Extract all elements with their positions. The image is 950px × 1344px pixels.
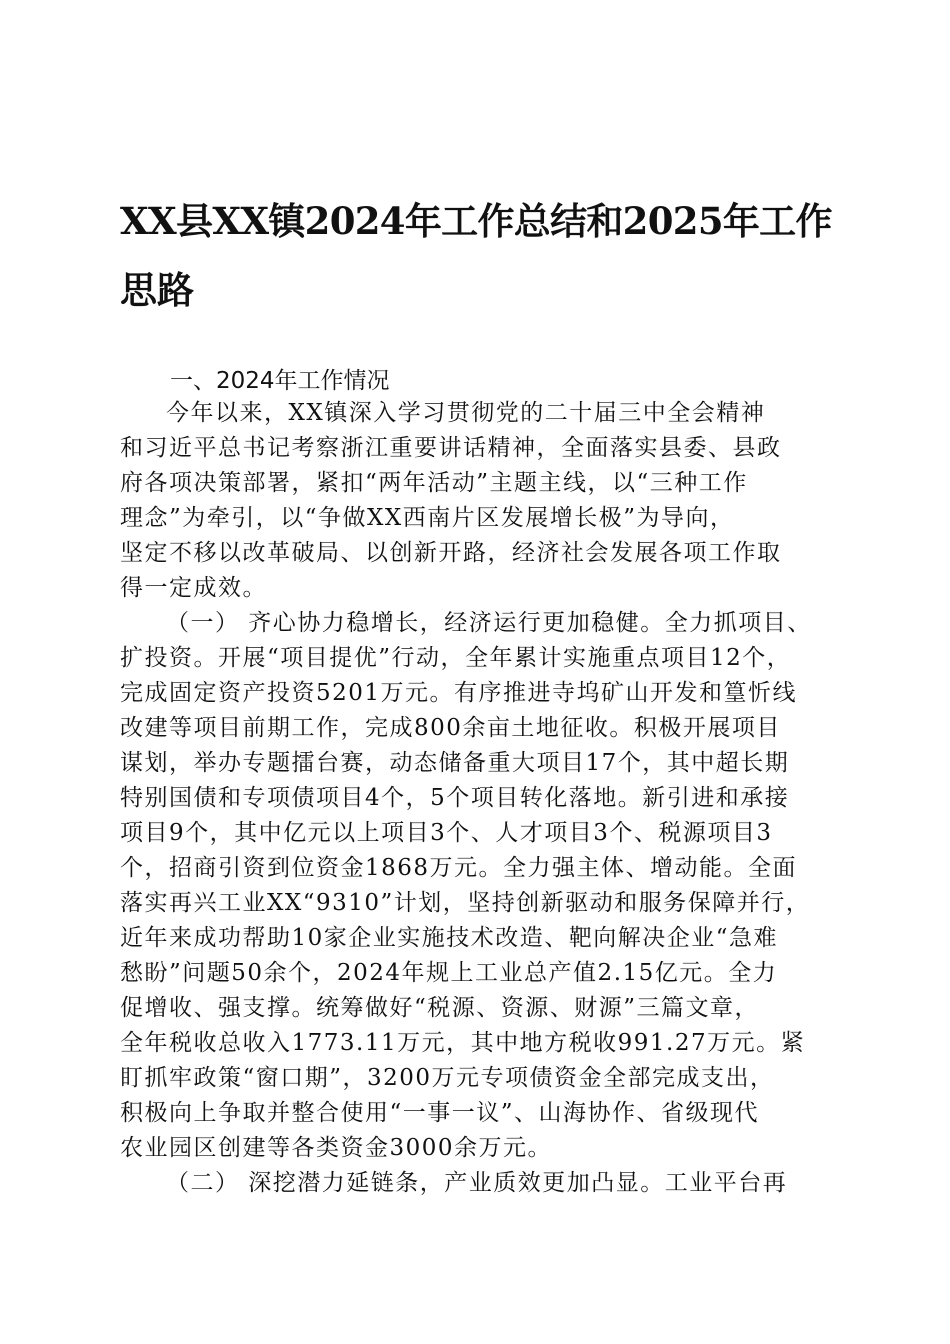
paragraph-line: 近年来成功帮助10家企业实施技术改造、靶向解决企业“急难 [120,925,779,951]
paragraph-line: 盯抓牢政策“窗口期”，3200万元专项债资金全部完成支出， [120,1065,775,1091]
paragraph-line: 落实再兴工业XX“9310”计划，坚持创新驱动和服务保障并行， [120,890,811,916]
section-heading: 一、2024年工作情况 [170,368,390,394]
paragraph-line: 特别国债和专项债项目4个，5个项目转化落地。新引进和承接 [120,785,790,811]
paragraph-line: 理念”为牵引，以“争做XX西南片区发展增长极”为导向， [120,505,735,531]
paragraph-line: 积极向上争取并整合使用“一事一议”、山海协作、省级现代 [120,1100,760,1126]
paragraph-line: 坚定不移以改革破局、以创新开路，经济社会发展各项工作取 [120,540,782,566]
paragraph-line: 促增收、强支撑。统筹做好“税源、资源、财源”三篇文章， [120,995,760,1021]
paragraph-line: 愁盼”问题50余个，2024年规上工业总产值2.15亿元。全力 [120,960,778,986]
paragraph-line: 府各项决策部署，紧扣“两年活动”主题主线，以“三种工作 [120,470,748,496]
paragraph-line: 今年以来，XX镇深入学习贯彻党的二十届三中全会精神 [166,400,766,426]
paragraph-line: （二） 深挖潜力延链条，产业质效更加凸显。工业平台再 [166,1170,788,1196]
paragraph-line: 得一定成效。 [120,575,267,601]
paragraph-line: 个，招商引资到位资金1868万元。全力强主体、增动能。全面 [120,855,798,881]
paragraph-line: 改建等项目前期工作，完成800余亩土地征收。积极开展项目 [120,715,781,741]
paragraph-line: 全年税收总收入1773.11万元，其中地方税收991.27万元。紧 [120,1030,806,1056]
paragraph-line: 和习近平总书记考察浙江重要讲话精神，全面落实县委、县政 [120,435,782,461]
paragraph-line: 农业园区创建等各类资金3000余万元。 [120,1135,553,1161]
paragraph-line: 扩投资。开展“项目提优”行动，全年累计实施重点项目12个， [120,645,792,671]
paragraph-line: 谋划，举办专题擂台赛，动态储备重大项目17个，其中超长期 [120,750,790,776]
paragraph-line: 完成固定资产投资5201万元。有序推进寺坞矿山开发和篁忻线 [120,680,798,706]
paragraph-line: （一） 齐心协力稳增长，经济运行更加稳健。全力抓项目、 [166,610,812,636]
document-title-line-1: XX县XX镇2024年工作总结和2025年工作 [120,199,832,243]
document-title-line-2: 思路 [120,268,194,312]
paragraph-line: 项目9个，其中亿元以上项目3个、人才项目3个、税源项目3 [120,820,773,846]
